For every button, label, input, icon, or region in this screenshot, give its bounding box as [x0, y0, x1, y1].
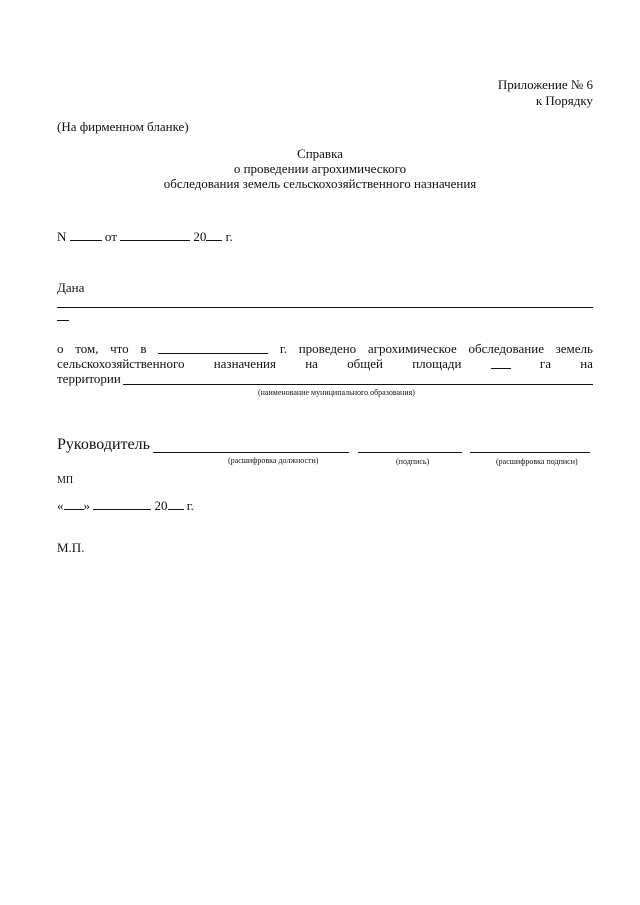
body-row-2 — [57, 356, 593, 372]
body-word: о — [57, 341, 64, 356]
territory-label: территории — [57, 371, 121, 386]
body-word: га — [539, 356, 551, 371]
body-word: на — [305, 356, 318, 371]
body-row-1 — [57, 341, 593, 357]
number-date-line — [57, 228, 233, 245]
date-year-suffix: г. — [186, 498, 194, 513]
head-label: Руководитель — [57, 436, 150, 453]
body-word: в — [140, 341, 147, 356]
issued-to-line-continued[interactable] — [57, 320, 69, 321]
stamp-label-small: МП — [57, 475, 74, 486]
appendix-number: Приложение № 6 — [497, 77, 593, 92]
from-label: от — [104, 229, 117, 244]
body-word: обследование — [468, 341, 544, 356]
name-field[interactable] — [470, 452, 590, 453]
body-word: назначения — [213, 356, 276, 371]
year-prefix: 20 — [193, 229, 207, 244]
territory-field[interactable] — [123, 384, 593, 385]
body-word: общей — [347, 356, 383, 371]
title-line-3: обследования земель сельскохозяйственного назначения — [163, 176, 477, 191]
year-blank-field[interactable] — [158, 341, 268, 354]
year-suffix: г. — [225, 229, 233, 244]
position-field[interactable] — [153, 452, 349, 453]
day-field[interactable] — [64, 497, 84, 510]
year-field[interactable] — [206, 228, 222, 241]
body-word: том, — [75, 341, 99, 356]
body-word: на — [580, 356, 593, 371]
body-word: агрохимическое — [367, 341, 457, 356]
body-word: г. — [279, 341, 288, 356]
caption-position: (расшифровка должности) — [228, 456, 319, 465]
issued-to-label: Дана — [57, 280, 85, 295]
close-quote: » — [83, 498, 90, 513]
title-line-1: Справка — [297, 146, 343, 161]
body-word: что — [110, 341, 129, 356]
caption-name: (расшифровка подписи) — [496, 457, 578, 466]
signature-date-line — [57, 497, 194, 514]
letterhead-note: (На фирменном бланке) — [57, 119, 189, 134]
caption-signature: (подпись) — [396, 457, 430, 466]
date-year-field[interactable] — [168, 497, 184, 510]
number-label: N — [57, 229, 67, 244]
body-word: площади — [412, 356, 462, 371]
body-word: земель — [555, 341, 593, 356]
appendix-header — [498, 77, 593, 109]
number-field[interactable] — [70, 228, 102, 241]
title-line-2: о проведении агрохимического — [233, 161, 407, 176]
municipality-caption: (наименование муниципального образования) — [258, 388, 415, 397]
date-year-prefix: 20 — [154, 498, 168, 513]
stamp-label: М.П. — [57, 540, 85, 555]
month-field[interactable] — [93, 497, 151, 510]
issued-to-line[interactable] — [57, 307, 593, 308]
date-field[interactable] — [120, 228, 190, 241]
area-field[interactable] — [491, 356, 511, 369]
body-word: сельскохозяйственного — [57, 356, 185, 371]
signature-field[interactable] — [358, 452, 462, 453]
appendix-order-ref: к Порядку — [535, 93, 593, 108]
open-quote: « — [57, 498, 64, 513]
document-title — [0, 146, 640, 191]
body-word: проведено — [298, 341, 357, 356]
